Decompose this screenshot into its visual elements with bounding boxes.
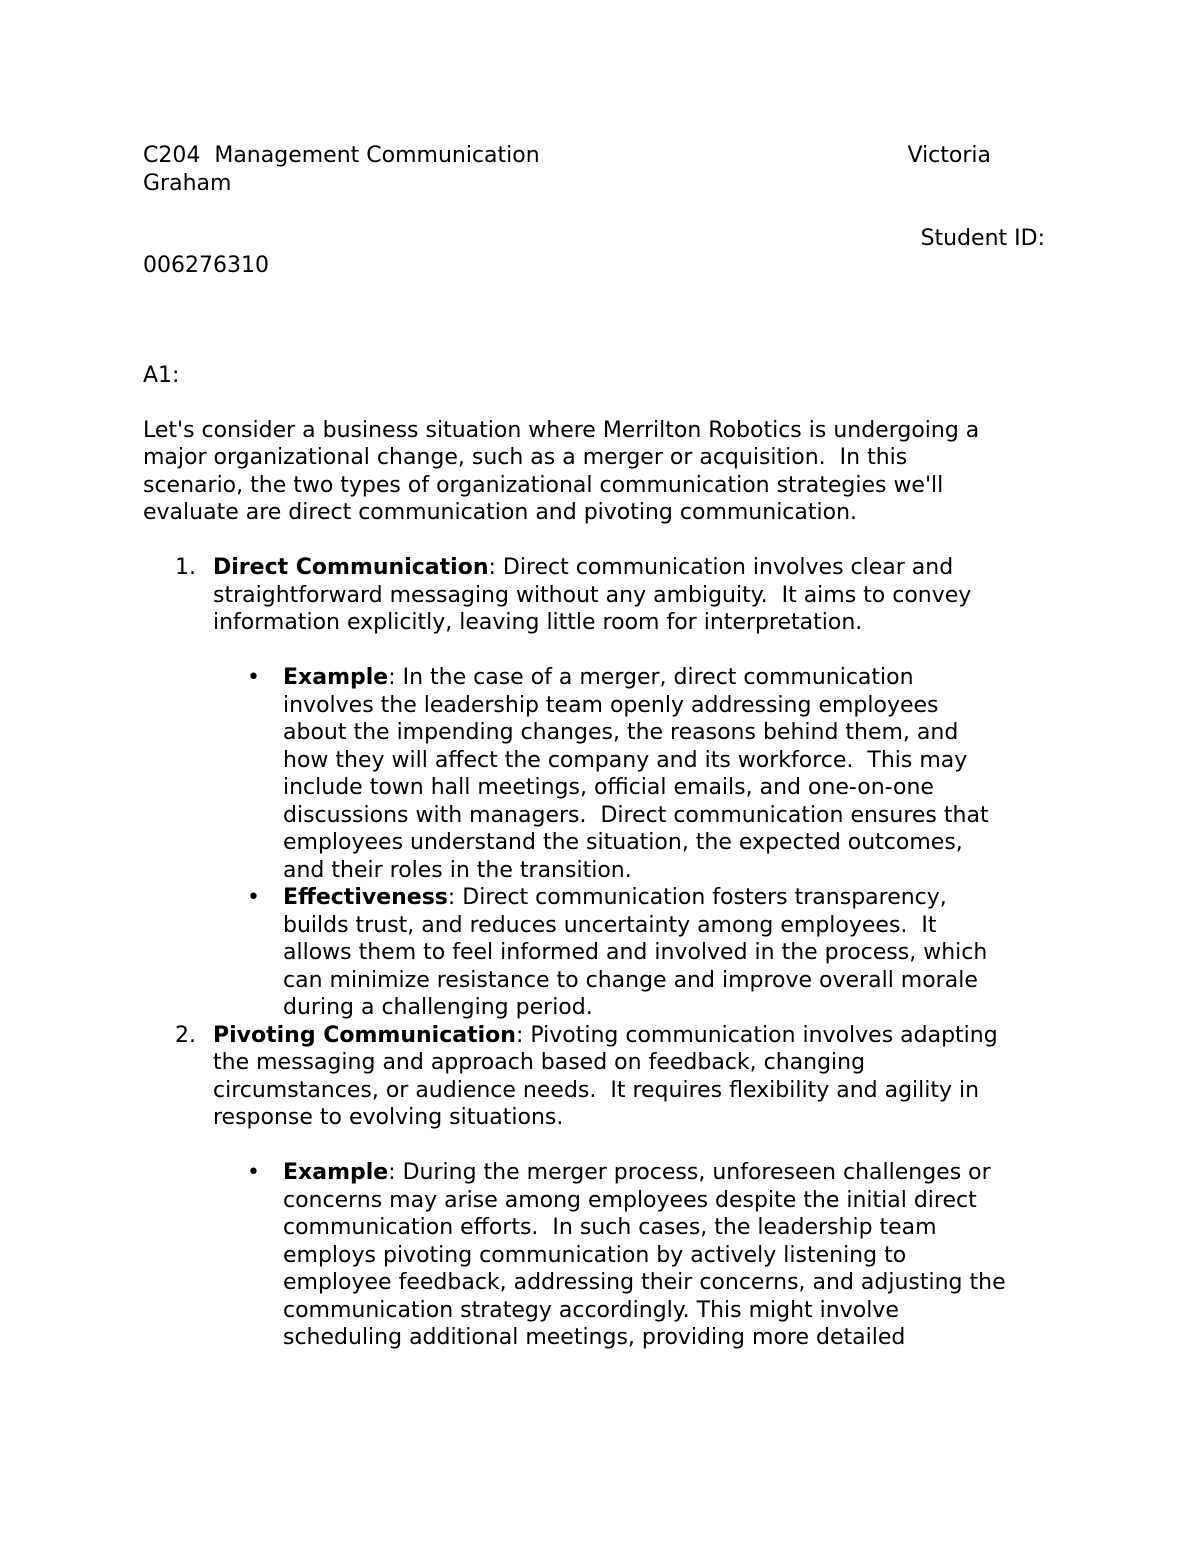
detail-line: discussions with managers. Direct communication ensures that [283,802,989,828]
section-label: A1: [143,362,180,388]
detail-example [213,664,1063,884]
strategy-details [213,664,1063,1022]
strategy-details [213,1159,1063,1352]
detail-line: how they will affect the company and its workforce. This may [283,747,968,773]
strategy-list [143,554,1063,1352]
strategy-item-pivoting [143,1022,1063,1352]
detail-first-line [283,1159,1063,1187]
detail-line: during a challenging period. [283,995,593,1020]
detail-line: communication efforts. In such cases, the leadership team [283,1215,937,1240]
detail-first-line [283,664,1063,692]
detail-line: employs pivoting communication by actively listening to [283,1242,907,1268]
detail-title: Example [283,1160,389,1185]
intro-line: Let's consider a business situation where Merrilton Robotics is undergoing a [143,417,980,443]
document-content [143,142,1063,1352]
student-id-label: Student ID: [920,225,1045,251]
detail-effectiveness [213,884,1063,1022]
header-row [143,142,1063,170]
strategy-first-line [213,1022,1063,1050]
strategy-line: response to evolving situations. [213,1105,564,1130]
course-title: C204 Management Communication [143,143,540,168]
strategy-description [213,554,1063,637]
intro-paragraph [143,417,1063,527]
strategy-line: the messaging and approach based on feedback, changing [213,1050,866,1075]
detail-first-line [283,884,1063,912]
detail-line: scheduling additional meetings, providing more detailed [283,1325,906,1350]
author-last-name: Graham [143,170,232,196]
list-number: 1. [175,555,196,580]
intro-line: scenario, the two types of organizational communication strategies we'll [143,472,944,498]
strategy-first-line [213,554,1063,582]
detail-line: : In the case of a merger, direct communication [388,665,914,690]
detail-line: builds trust, and reduces uncertainty among employees. It [283,912,937,938]
bullet-icon: • [247,885,260,910]
strategy-item-direct [143,554,1063,1022]
strategy-line: : Direct communication involves clear and [488,555,954,580]
bullet-icon: • [247,1160,260,1185]
detail-title: Effectiveness [283,885,448,910]
detail-line: can minimize resistance to change and improve overall morale [283,967,978,993]
intro-line: evaluate are direct communication and pivoting communication. [143,500,858,525]
intro-line: major organizational change, such as a merger or acquisition. In this [143,445,908,470]
detail-line: : Direct communication fosters transparency, [447,885,947,910]
detail-example [213,1159,1063,1352]
detail-title: Example [283,665,389,690]
detail-line: include town hall meetings, official emails, and one-on-one [283,775,934,800]
strategy-title: Direct Communication [213,555,489,580]
strategy-description [213,1022,1063,1132]
bullet-icon: • [247,665,260,690]
strategy-line: : Pivoting communication involves adapting [515,1022,998,1048]
strategy-line: circumstances, or audience needs. It requires flexibility and agility in [213,1077,980,1103]
detail-line: and their roles in the transition. [283,857,632,883]
student-id-row [143,225,1063,253]
detail-line: employee feedback, addressing their concerns, and adjusting the [283,1270,1006,1295]
strategy-line: information explicitly, leaving little room for interpretation. [213,610,863,635]
strategy-title: Pivoting Communication [213,1022,516,1048]
strategy-line: straightforward messaging without any ambiguity. It aims to convey [213,582,972,608]
list-number: 2. [175,1022,196,1048]
detail-line: : During the merger process, unforeseen challenges or [388,1160,991,1185]
author-first-name: Victoria [907,143,991,168]
detail-line: communication strategy accordingly. This might involve [283,1297,899,1323]
detail-line: employees understand the situation, the expected outcomes, [283,830,963,855]
detail-line: allows them to feel informed and involved in the process, which [283,940,988,965]
detail-line: concerns may arise among employees despite the initial direct [283,1187,977,1213]
detail-line: involves the leadership team openly addressing employees [283,692,939,718]
detail-line: about the impending changes, the reasons behind them, and [283,720,959,745]
student-id-value: 006276310 [143,253,269,278]
